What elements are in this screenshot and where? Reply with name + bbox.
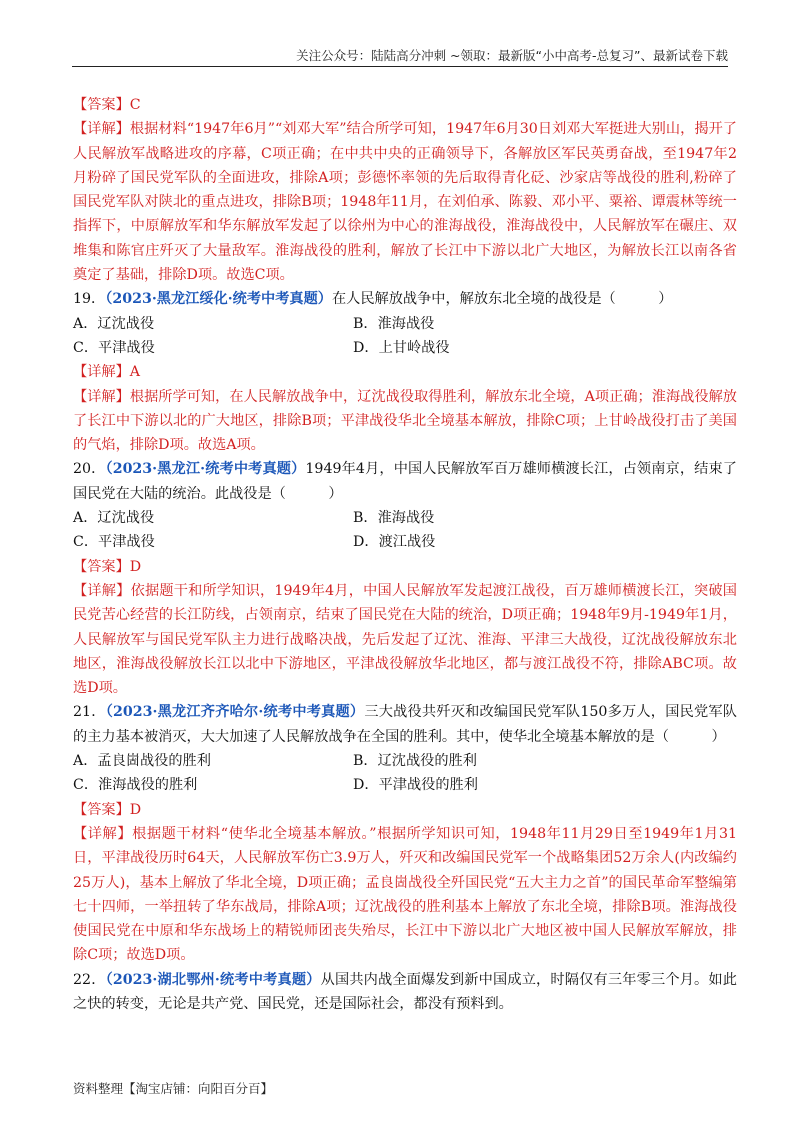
detail-tag: 【详解】 — [73, 121, 130, 138]
detail-paragraph — [73, 385, 737, 458]
detail-text: 根据所学可知，在人民解放战争中，辽沈战役取得胜利，解放东北全境，A项正确；淮海战役解放了长江中下游以北的广大地区，排除B项；平津战役华北全境基本解放，排除C项；上甘岭战役打击了美国的气焰，排除D项。故选A项。 — [73, 388, 737, 454]
option-d: D．上甘岭战役 — [353, 339, 450, 356]
detail-line — [73, 360, 737, 384]
page-footer: 资料整理【淘宝店铺：向阳百分百】 — [73, 1081, 274, 1096]
answer-line — [73, 798, 737, 822]
question-stem: 三大战役共歼灭和改编国民党军队150多万人，国民党军队的主力基本被消灭，大大加速了人民解放战争在全国的胜利。其中，使华北全境基本解放的是（ ） — [73, 704, 737, 745]
detail-paragraph — [73, 822, 737, 968]
option-d: D．平津战役的胜利 — [353, 777, 478, 794]
detail-tag: 【详解】 — [73, 388, 130, 405]
answer-tag: 【答案】 — [73, 558, 130, 575]
detail-paragraph — [73, 579, 737, 700]
answer-line — [73, 555, 737, 579]
question-number: 20． — [73, 461, 106, 478]
option-c: C．淮海战役的胜利 — [73, 777, 198, 794]
option-c: C．平津战役 — [73, 339, 155, 356]
detail-tag: 【详解】 — [73, 364, 130, 381]
question-number: 19． — [73, 291, 106, 308]
answer-value: D — [129, 801, 142, 818]
question-number: 21． — [73, 704, 106, 721]
detail-text: 根据题干材料“使华北全境基本解放。”根据所学知识可知，1948年11月29日至1949年1月31日，平津战役历时64天，人民解放军伤亡3.9万人，歼灭和改编国民党军一个战略集团52万余人(内改编约25万人)，基本上解放了华北全境，D项正确；孟良崮战役全歼国民党“五大主力之首”的国民革命军整编第七十四师，一举扭转了华东战局，排除A项；辽沈战役的胜利基本上解放了东北全境，排除B项。淮海战役使国民党在中原和华东战场上的精锐师团丧失殆尽，长江中下游以北广大地区被中国人民解放军解放，排除C项；故选D项。 — [73, 825, 737, 964]
detail-tag: 【详解】 — [73, 582, 131, 599]
question-stem: 从国共内战全面爆发到新中国成立，时隔仅有三年零三个月。如此之快的转变，无论是共产党、国民党，还是国际社会，都没有预料到。 — [73, 971, 737, 1012]
option-b: B．淮海战役 — [353, 315, 435, 332]
answer-tag: 【答案】 — [73, 97, 130, 113]
option-a: A．孟良崮战役的胜利 — [73, 753, 211, 770]
detail-paragraph — [73, 117, 737, 287]
options-grid — [73, 312, 737, 361]
question-source: （2023·湖北鄂州·统考中考真题） — [105, 971, 321, 988]
option-a: A．辽沈战役 — [73, 510, 155, 527]
options-grid — [73, 506, 737, 555]
question-stem: 1949年4月，中国人民解放军百万雄师横渡长江，占领南京，结束了国民党在大陆的统治。此战役是（ ） — [73, 461, 737, 502]
detail-text: 根据材料“1947年6月”“刘邓大军”结合所学可知，1947年6月30日刘邓大军挺进大别山，揭开了人民解放军战略进攻的序幕，C项正确；在中共中央的正确领导下，各解放区军民英勇奋战，至1947年2月粉碎了国民党军队的全面进攻，排除A项；彭德怀率领的先后取得青化砭、沙家店等战役的胜利,粉碎了国民党军队对陕北的重点进攻，排除B项；1948年11月，在刘伯承、陈毅、邓小平、粟裕、谭震林等统一指挥下，中原解放军和华东解放军发起了以徐州为中心的淮海战役，淮海战役中，人民解放军在碾庄、双堆集和陈官庄歼灭了大量敌军。淮海战役的胜利，解放了长江中下游以北广大地区，为解放长江以南各省奠定了基础，排除D项。故选C项。 — [73, 121, 737, 284]
question-source: （2023·黑龙江绥化·统考中考真题） — [105, 291, 332, 308]
option-b: B．淮海战役 — [353, 510, 435, 527]
question-20 — [73, 457, 737, 506]
option-d: D．渡江战役 — [353, 534, 436, 551]
header-divider — [72, 66, 728, 67]
question-number: 22． — [73, 971, 106, 988]
question-stem: 在人民解放战争中，解放东北全境的战役是（ ） — [331, 291, 673, 308]
option-a: A．辽沈战役 — [73, 315, 155, 332]
answer-value: A — [129, 364, 141, 381]
question-source: （2023·黑龙江·统考中考真题） — [105, 461, 306, 478]
options-grid — [73, 749, 737, 798]
question-source: （2023·黑龙江齐齐哈尔·统考中考真题） — [105, 704, 365, 721]
page-header: 关注公众号：陆陆高分冲刺 ~领取：最新版“小中高考-总复习”、最新试卷下载 — [296, 48, 728, 63]
answer-tag: 【答案】 — [73, 801, 130, 818]
detail-text: 依据题干和所学知识，1949年4月，中国人民解放军发起渡江战役，百万雄师横渡长江，突破国民党苦心经营的长江防线，占领南京，结束了国民党在大陆的统治，D项正确；1948年9月-1949年1月，人民解放军与国民党军队主力进行战略决战，先后发起了辽沈、淮海、平津三大战役，辽沈战役解放东北地区，淮海战役解放长江以北中下游地区，平津战役解放华北地区，都与渡江战役不符，排除ABC项。故选D项。 — [73, 582, 737, 697]
question-22 — [73, 968, 737, 1017]
option-b: B．辽沈战役的胜利 — [353, 753, 477, 770]
document-body — [73, 93, 737, 1016]
answer-line — [73, 93, 737, 117]
detail-tag: 【详解】 — [73, 825, 133, 842]
option-c: C．平津战役 — [73, 534, 155, 551]
question-21 — [73, 700, 737, 749]
question-19 — [73, 287, 737, 311]
answer-value: D — [129, 558, 142, 575]
answer-value: C — [129, 97, 141, 113]
